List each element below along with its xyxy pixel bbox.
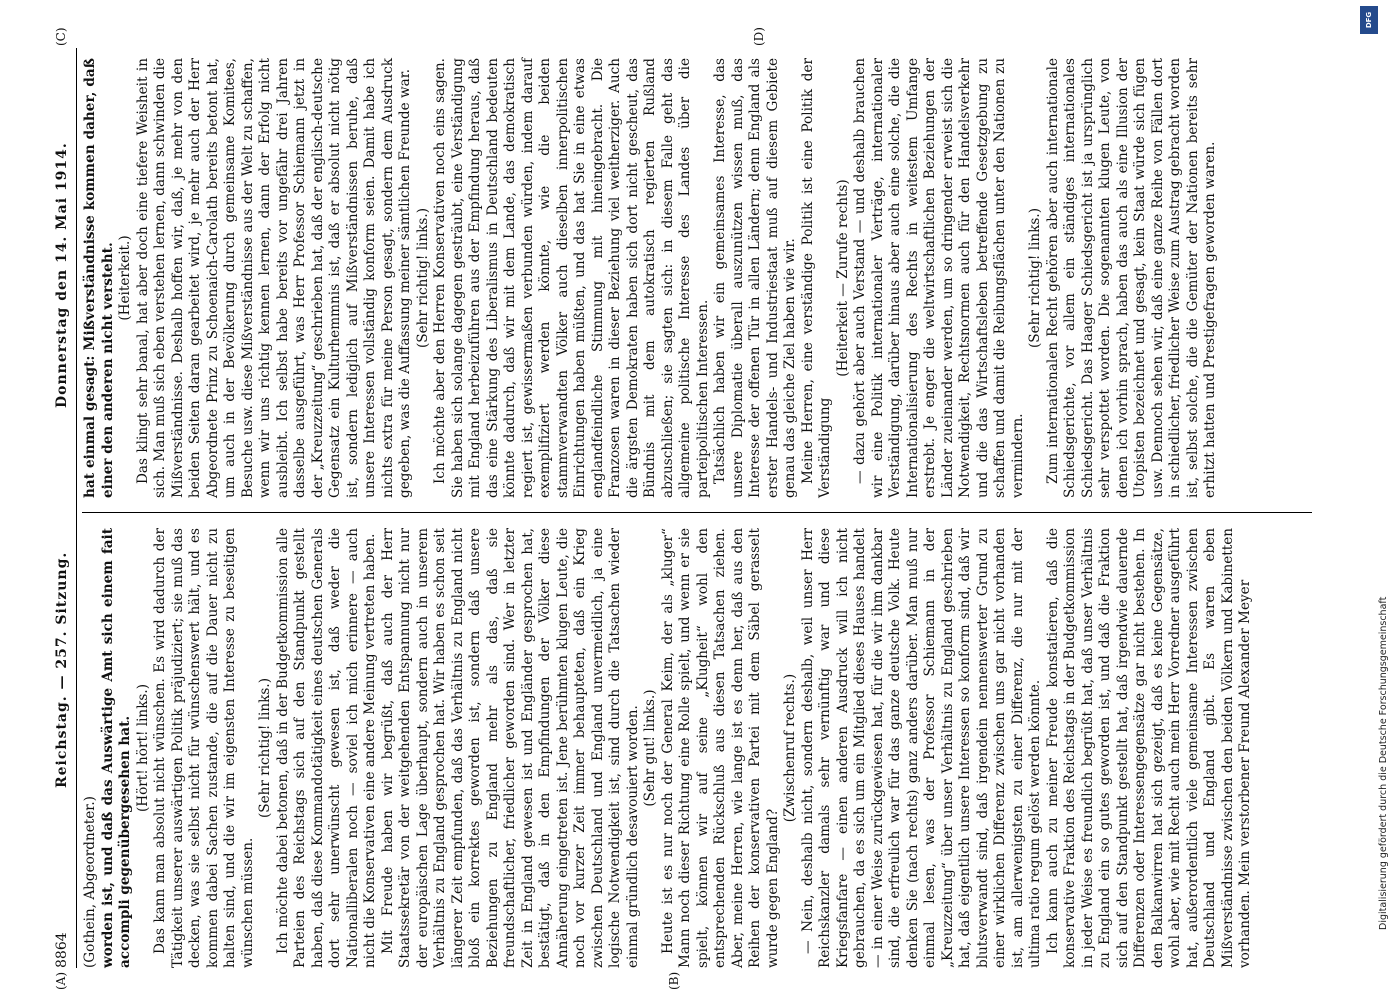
interjection: (Sehr richtig! links.): [414, 207, 431, 349]
session-date: Donnerstag den 14. Mai 1914.: [54, 142, 70, 408]
margin-mark-c: (C): [54, 27, 68, 46]
interjection: (Zwischenruf rechts.): [782, 673, 798, 823]
paragraph: Das klingt sehr banal, hat aber doch eine tiefere Weisheit in sich. Man muß sich eben verstehen lernen, dann schwinden die Mißverständnisse. Deshalb hoffen wir, daß, je mehr von den beiden Seiten daran gearbeitet wird, je mehr auch der Herr Abgeordnete Prinz zu Schoenaich-Carolath bereits betont hat, um auch in der Bevölkerung durch gemeinsame Komitees, Besuche usw. diese Mißverständnisse aus der Welt zu schaffen, wenn wir uns richtig kennen lernen, dann der Erfolg nicht ausbleibt. Ich selbst habe bereits vor ungefähr drei Jahren dasselbe ausgeführt, was Herr Professor Schiemann jetzt in der „Kreuzzeitung“ geschrieben hat, daß der englisch-deutsche Gegensatz ein Kulturhemmnis ist, daß er absolut nicht nötig ist, sondern lediglich auf Mißverständnissen beruhe, daß unsere Interessen vollständig konform seien. Damit habe ich nichts extra für meine Person gesagt, sondern dem Ausdruck gegeben, was die Auffassung meiner sämtlichen Freunde war.: [134, 58, 413, 498]
interjection: (Sehr richtig! links.): [1027, 207, 1043, 349]
right-column: [82, 58, 1312, 498]
paragraph: Ich möchte dabei betonen, daß in der Budgetkommission alle Parteien des Reichstags sich auf den Standpunkt gestellt haben, daß diese Kommandotätigkeit eines deutschen Generals dort sehr unerwünscht gewesen ist, daß weder die Nationalliberalen noch — soviel ich mich erinnere — auch nicht die Konservativen eine andere Meinung vertreten haben.: [274, 528, 378, 968]
session-title: Reichstag. — 257. Sitzung.: [54, 551, 70, 788]
margin-mark-b: (B): [667, 971, 681, 990]
interjection: (Sehr richtig! links.): [257, 677, 273, 819]
paragraph: hat einmal gesagt: Mißverständnisse kommen daher, daß einer den anderen nicht versteht.: [82, 58, 116, 498]
paragraph: worden ist, und daß das Auswärtige Amt sich einem fait accompli gegenübergesehen hat.: [99, 528, 133, 968]
header-rule: [76, 48, 77, 968]
rotated-page-content: [52, 27, 1337, 990]
funding-note: Digitalisierung gefördert durch die Deutsche Forschungsgemeinschaft: [1378, 596, 1389, 930]
speaker-note: (Gothein, Abgeordneter.): [82, 796, 98, 968]
left-column: [82, 528, 1312, 968]
margin-mark-a: (A): [54, 971, 68, 990]
margin-mark-d: (D): [752, 27, 766, 46]
paragraph: Das kann man absolut nicht wünschen. Es wird dadurch der Tätigkeit unserer auswärtigen Politik präjudiziert; sie muß das decken, was sie selbst nicht für wünschenswert hält, und es kommen dabei Sachen zustande, die auf die Dauer nicht zu halten sind, und die wir im eigensten Interesse zu beseitigen wünschen müssen.: [152, 528, 256, 968]
dfg-logo: [1360, 6, 1378, 34]
paragraph: — dazu gehört aber auch Verstand — und deshalb brauchen wir eine Politik internationaler Verträge, internationaler Verständigung, darüber hinaus aber auch eine solche, die die Internationalisierung des Rechts in weitestem Umfange erstrebt. Je enger die weltwirtschaftlichen Beziehungen der Länder zueinander werden, um so dringender erweist sich die Notwendigkeit, Rechtsnormen auch für den Handelsverkehr und die das Wirtschaftsleben betreffende Gesetzgebung zu schaffen und damit die Reibungsflächen unter den Nationen zu vermindern.: [852, 58, 1026, 498]
dfg-logo-text: DFG: [1365, 11, 1373, 29]
interjection: (Hört! hört! links.): [134, 683, 151, 813]
paragraph: Heute ist es nur noch der General Keim, der als „kluger“ Mann noch dieser Richtung eine Rolle spielt, und wenn er sie spielt, können wir auf seine „Klugheit“ wohl den entsprechenden Rückschluß aus diesen Tatsachen ziehen. Aber, meine Herren, wie lange ist es denn her, daß aus den Reihen der konservativen Partei mit dem Säbel gerasselt wurde gegen England?: [659, 528, 781, 968]
interjection: (Sehr gut! links.): [642, 689, 658, 807]
page-number: 8864: [54, 932, 70, 968]
paragraph: Zum internationalen Recht gehören aber auch internationale Schiedsgerichte, vor allem ein ständiges internationales Schiedsgericht. Das Haager Schiedsgericht ist ja ursprünglich sehr verspottet worden. Die sogenannten klugen Leute, von denen ich vorhin sprach, haben das auch als eine Illusion der Utopisten bezeichnet und gesagt, kein Staat würde sich fügen usw. Dennoch sehen wir, daß eine ganze Reihe von Fällen dort in schiedlicher, friedlicher Weise zum Austrag gebracht worden ist, selbst solche, die die Gemüter der Nationen bereits sehr erhitzt hatten und Prestigefragen geworden waren.: [1044, 58, 1218, 498]
paragraph: Ich kann auch zu meiner Freude konstatieren, daß die konservative Fraktion des Reichstags in der Budgetkommission in jeder Weise es freundlich begrüßt hat, daß unser Verhältnis zu England ein so gutes geworden ist, und daß die Fraktion sich auf den Standpunkt gestellt hat, daß irgendwie dauernde Differenzen oder Interessengegensätze gar nicht bestehen. In den Balkanwirren hat sich gezeigt, daß es keine Gegensätze, wohl aber, wie mit Recht auch mein Herr Vorredner ausgeführt hat, außerordentlich viele gemeinsame Interessen zwischen Deutschland und England gibt. Es waren eben Mißverständnisse zwischen den beiden Völkern und Kabinetten vorhanden. Mein verstorbener Freund Alexander Meyer: [1044, 528, 1253, 968]
paragraph: Ich möchte aber den Herren Konservativen noch eins sagen. Sie haben sich solange dagegen gesträubt, eine Verständigung mit England herbeizuführen aus der Empfindung heraus, daß das eine Stärkung des Liberalismus in Deutschland bedeuten könnte dadurch, daß wir mit dem Lande, das demokratisch regiert ist, gewissermaßen verbunden würden, indem darauf exemplifiziert werden könnte, wie die beiden stammverwandten Völker auch dieselben innerpolitischen Einrichtungen haben müßten, und das hat Sie in eine etwas englandfeindliche Stimmung mit hineingebracht. Die Franzosen waren in dieser Beziehung viel weitherziger. Auch die ärgsten Demokraten haben sich dort nicht gescheut, das Bündnis mit dem autokratisch regierten Rußland abzuschließen; sie sagten sich: in diesem Falle geht das allgemeine politische Interesse des Landes über die parteipolitischen Interessen.: [432, 58, 711, 498]
page-header: [52, 48, 74, 968]
interjection: (Heiterkeit.): [117, 235, 133, 321]
paragraph: — Nein, deshalb nicht, sondern deshalb, weil unser Herr Reichskanzler damals sehr vernünftig war und diese Kriegsfanfare — einen anderen Ausdruck will ich nicht gebrauchen, da es sich um ein Mitglied dieses Hauses handelt — in einer Weise zurückgewiesen hat, für die wir ihm dankbar sind, die erfreulich war für das ganze deutsche Volk. Heute denken Sie (nach rechts) ganz anders darüber. Man muß nur einmal lesen, was der Professor Schiemann in der „Kreuzzeitung“ über unser Verhältnis zu England geschrieben hat, daß eigentlich unsere Interessen so konform sind, daß wir blutsverwandt sind, daß irgendein nennenswerter Grund zu einer wirklichen Differenz zwischen uns gar nicht vorhanden ist, am allerwenigsten zu einer Differenz, die nur mit der ultima ratio regum gelöst werden könnte.: [799, 528, 1043, 968]
paragraph: Mit Freude haben wir begrüßt, daß auch der Herr Staatssekretär von der weitgehenden Entspannung nicht nur der europäischen Lage überhaupt, sondern auch in unserem Verhältnis zu England gesprochen hat. Wir haben es schon seit längerer Zeit empfunden, daß das Verhältnis zu England nicht bloß ein korrektes geworden ist, sondern daß unsere Beziehungen zu England mehr als das, daß sie freundschaftlicher, friedlicher geworden sind. Wer in letzter Zeit in England gewesen ist und Engländer gesprochen hat, bestätigt, daß in den Empfindungen der Völker diese Annäherung eingetreten ist. Jene berühmten klugen Leute, die noch vor kurzer Zeit immer behaupteten, daß ein Krieg zwischen Deutschland und England unvermeidlich, ja eine logische Notwendigkeit ist, sind durch die Tatsachen wieder einmal gründlich desavouiert worden.: [379, 528, 641, 968]
column-divider: [82, 512, 1312, 513]
paragraph: Tatsächlich haben wir ein gemeinsames Interesse, das unsere Diplomatie überall auszunützen wissen muß, das Interesse der offenen Tür in allen Ländern; denn England als erster Handels- und Industriestaat muß auf diesem Gebiete genau das gleiche Ziel haben wie wir.: [712, 58, 798, 498]
interjection: (Heiterkeit — Zurufe rechts): [834, 179, 851, 377]
paragraph: Meine Herren, eine verständige Politik ist eine Politik der Verständigung: [799, 58, 833, 498]
